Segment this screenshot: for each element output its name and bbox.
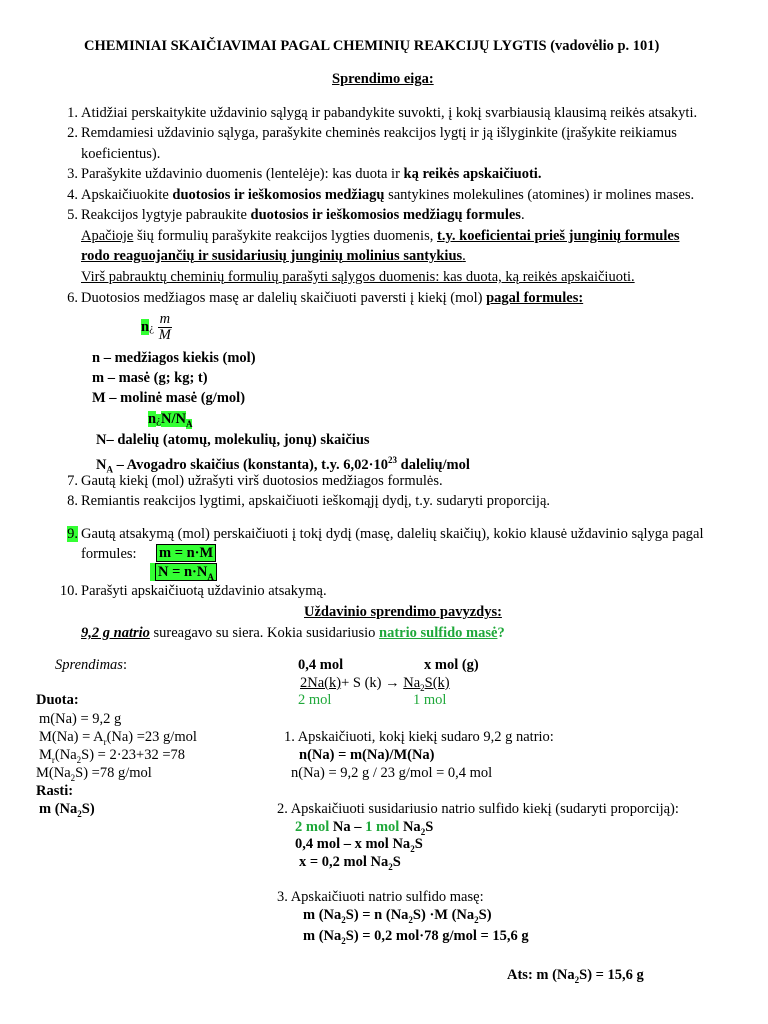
given-1: m(Na) = 9,2 g bbox=[39, 711, 122, 727]
step-6-text: Duotosios medžiagos masę ar dalelių skaičiuoti paversti į kiekį (mol) bbox=[81, 290, 487, 306]
solution-label bbox=[55, 656, 127, 674]
eq-product-sub: 2 bbox=[420, 682, 425, 693]
calc-3b1: m (Na bbox=[303, 928, 342, 944]
given-2a: M(Na) = A bbox=[39, 729, 104, 745]
step-8: Remiantis reakcijos lygtimi, apskaičiuoti ieškomąjį dydį, t.y. sudaryti proporciją. bbox=[81, 493, 551, 509]
given-label: Duota: bbox=[36, 692, 79, 708]
step-number: 7. bbox=[67, 473, 78, 489]
step-number bbox=[56, 525, 78, 543]
problem-given: 9,2 g natrio bbox=[81, 625, 150, 641]
step-4 bbox=[81, 186, 694, 204]
step-5-bold-underlined: t.y. koeficientai prieš junginių formules bbox=[436, 228, 680, 244]
step-4-bold: duotosios ir ieškomosios medžiagų bbox=[172, 187, 385, 203]
given-2sub: r bbox=[103, 736, 107, 747]
box-m-nM: m = n·M bbox=[156, 544, 216, 562]
step-9-line2: formules: bbox=[81, 546, 137, 562]
step-number: 10. bbox=[59, 583, 78, 599]
calc-3-formula bbox=[303, 906, 492, 929]
formula-sub-A: A bbox=[185, 418, 193, 429]
problem-asked: natrio sulfido masė bbox=[379, 625, 498, 641]
box-N-nNA-sub: A bbox=[207, 571, 214, 582]
eq-bottom-2: 1 mol bbox=[413, 692, 447, 708]
find-1 bbox=[39, 800, 95, 823]
step-5-text: Reakcijos lygtyje pabraukite bbox=[81, 207, 251, 223]
calc-3a1: m (Na bbox=[303, 907, 342, 923]
step-3-text: Parašykite uždavinio duomenis (lentelėje): kas duota ir bbox=[81, 166, 404, 182]
answer bbox=[507, 966, 644, 989]
calc-2-1mol: 1 mol bbox=[365, 819, 400, 835]
calc-2-line2sub: 2 bbox=[410, 843, 415, 854]
sprendimas-colon: : bbox=[122, 657, 127, 673]
step-9-line1: Gautą atsakymą (mol) perskaičiuoti į tokį dydį (masę, dalelių skaičių), kokio klausė uždavinio sąlyga pagal bbox=[81, 526, 704, 542]
calc-3b2: S) = 0,2 mol·78 g/mol = 15,6 g bbox=[345, 928, 529, 944]
answer-b: S) = 15,6 g bbox=[579, 967, 644, 983]
answer-sub: 2 bbox=[574, 974, 580, 985]
calc-3a3: S) ·M (Na bbox=[412, 907, 475, 923]
step-number: 1. bbox=[67, 105, 78, 121]
def-NA-N: N bbox=[96, 456, 107, 473]
given-3b: (Na bbox=[54, 747, 77, 763]
eq-product-b: S(k) bbox=[424, 675, 450, 691]
given-4b: S) =78 g/mol bbox=[75, 765, 152, 781]
calc-3-title: 3. Apskaičiuoti natrio sulfido masę: bbox=[277, 889, 484, 905]
formula-n-label: n bbox=[141, 319, 150, 335]
given-3a: M bbox=[39, 747, 52, 763]
calc-3a1sub: 2 bbox=[341, 914, 346, 925]
calc-1-title: 1. Apskaičiuoti, kokį kiekį sudaro 9,2 g natrio: bbox=[284, 729, 554, 745]
calc-1-result: n(Na) = 9,2 g / 23 g/mol = 0,4 mol bbox=[291, 765, 493, 781]
step-3-bold: ką reikės apskaičiuoti. bbox=[403, 166, 542, 182]
def-NA-text: – Avogadro skaičius (konstanta), t.y. 6,02·10 bbox=[112, 456, 388, 473]
calc-2-sub: 2 bbox=[420, 826, 426, 837]
step-5-dot2: . bbox=[462, 248, 466, 264]
formula-n2-label: n bbox=[148, 411, 157, 427]
def-NA-unit: dalelių/mol bbox=[397, 456, 470, 473]
given-3c: S) = 2·23+32 =78 bbox=[81, 747, 186, 763]
formula-fraction bbox=[158, 312, 172, 343]
step-10: Parašyti apskaičiuotą uždavinio atsakymą. bbox=[81, 583, 327, 599]
def-m: m – masė (g; kg; t) bbox=[92, 370, 208, 386]
step-4-text: Apskaičiuokite bbox=[81, 187, 173, 203]
calc-2-title: 2. Apskaičiuoti susidariusio natrio sulfido kiekį (sudaryti proporciją): bbox=[277, 801, 679, 817]
given-4a: M(Na bbox=[36, 765, 71, 781]
calc-3a2: S) = n (Na bbox=[345, 907, 409, 923]
eq-top-unknown: x mol (g) bbox=[424, 657, 479, 673]
formula-n-m-M bbox=[141, 310, 172, 345]
calc-2-line3 bbox=[299, 853, 401, 876]
step-6 bbox=[81, 289, 583, 307]
box-N-nNA bbox=[155, 563, 217, 581]
step-5-line4: Virš pabrauktų cheminių formulių parašyti sąlygos duomenis: kas duota, ką reikės apskaičiuoti. bbox=[81, 269, 635, 285]
find-label: Rasti: bbox=[36, 783, 74, 799]
example-heading: Uždavinio sprendimo pavyzdys: bbox=[304, 604, 502, 620]
step-3 bbox=[81, 165, 541, 183]
calc-2-line2b: S bbox=[414, 836, 423, 852]
answer-a: Ats: m (Na bbox=[507, 967, 575, 983]
subtitle: Sprendimo eiga: bbox=[332, 71, 434, 87]
calc-3b1sub: 2 bbox=[341, 935, 346, 946]
given-3sub: r bbox=[51, 754, 55, 765]
calc-2-s: S bbox=[425, 819, 434, 835]
step-number: 8. bbox=[67, 493, 78, 509]
step-number: 2. bbox=[67, 125, 78, 141]
formula-n-N-NA bbox=[148, 410, 192, 433]
calc-3a4: S) bbox=[478, 907, 492, 923]
fraction-numerator: m bbox=[159, 311, 171, 328]
calc-3-result bbox=[303, 927, 529, 950]
step-number: 3. bbox=[67, 166, 78, 182]
problem-text: sureagavo su siera. Kokia susidariusio bbox=[149, 625, 380, 641]
sprendimas-word: Sprendimas bbox=[55, 657, 123, 673]
formula-symbol2: ¿ bbox=[156, 414, 161, 426]
fraction-denominator: M bbox=[158, 327, 171, 344]
eq-middle: + S (k) → bbox=[341, 675, 404, 691]
calc-2-line2a: 0,4 mol – x mol Na bbox=[295, 836, 411, 852]
find-1a: m (Na bbox=[39, 801, 78, 817]
calc-3a2sub: 2 bbox=[408, 914, 413, 925]
calc-2-na2: Na bbox=[399, 819, 421, 835]
given-2b: (Na) =23 g/mol bbox=[106, 729, 197, 745]
step-6-bold: pagal formules: bbox=[486, 290, 584, 306]
step-number: 4. bbox=[67, 187, 78, 203]
find-1sub: 2 bbox=[77, 808, 82, 819]
step-5-underlined: Apačioje bbox=[81, 228, 134, 244]
step-5-line1 bbox=[81, 206, 525, 224]
step-5-line3 bbox=[81, 247, 466, 265]
step-5-line2 bbox=[81, 227, 679, 245]
eq-product bbox=[403, 675, 449, 691]
calc-2-line3a: x = 0,2 mol Na bbox=[299, 854, 389, 870]
formula-N-NA: N/N bbox=[160, 411, 186, 427]
formula-symbol: ¿ bbox=[149, 322, 154, 334]
eq-top-given: 0,4 mol bbox=[298, 657, 344, 673]
def-M: M – molinė masė (g/mol) bbox=[92, 390, 246, 406]
eq-reactant: 2Na(k) bbox=[300, 675, 342, 691]
eq-product-a: Na bbox=[403, 675, 421, 691]
step-number: 6. bbox=[67, 290, 78, 306]
step-5-bold: duotosios ir ieškomosios medžiagų formules bbox=[250, 207, 521, 223]
given-3sub2: 2 bbox=[76, 754, 82, 765]
formula-box-mass bbox=[156, 544, 216, 562]
step-7: Gautą kiekį (mol) užrašyti virš duotosios medžiagos formulės. bbox=[81, 473, 443, 489]
calc-2-line3b: S bbox=[392, 854, 401, 870]
calc-2-line3sub: 2 bbox=[388, 861, 393, 872]
def-N: N– dalelių (atomų, molekulių, jonų) skaičius bbox=[96, 432, 370, 448]
calc-2-2mol: 2 mol bbox=[295, 819, 330, 835]
step-2-line2: koeficientus). bbox=[81, 146, 161, 162]
step-number: 5. bbox=[67, 207, 78, 223]
def-n: n – medžiagos kiekis (mol) bbox=[92, 350, 256, 366]
calc-2-na: Na – bbox=[329, 819, 366, 835]
calc-1-formula: n(Na) = m(Na)/M(Na) bbox=[299, 747, 435, 763]
page-title: CHEMINIAI SKAIČIAVIMAI PAGAL CHEMINIŲ REAKCIJŲ LYGTIS (vadovėlio p. 101) bbox=[84, 38, 660, 54]
step-5-dot: . bbox=[520, 207, 525, 223]
example-problem bbox=[81, 624, 505, 642]
given-4sub: 2 bbox=[70, 772, 76, 783]
box-N-nNA-text: N = n·N bbox=[158, 564, 208, 580]
def-NA-exp: 23 bbox=[388, 455, 397, 465]
step-1: Atidžiai perskaitykite uždavinio sąlygą ir pabandykite suvokti, į kokį svarbiausią klausimą reikės atsakyti. bbox=[81, 105, 698, 121]
step-4-tail: santykines molekulines (atomines) ir molines mases. bbox=[384, 187, 695, 203]
find-1b: S) bbox=[81, 801, 95, 817]
def-NA-sub: A bbox=[106, 464, 113, 475]
step-9-number: 9. bbox=[67, 526, 78, 542]
step-2-line1: Remdamiesi uždavinio sąlyga, parašykite cheminės reakcijos lygtį ir ją išlyginkite (įrašykite reikiamus bbox=[81, 125, 677, 141]
step-5-bold-line3: rodo reaguojančių ir susidariusių junginių molinius santykius bbox=[81, 248, 463, 264]
step-5-text2: šių formulių parašykite reakcijos lygties duomenis, bbox=[133, 228, 437, 244]
eq-bottom-1: 2 mol bbox=[298, 692, 332, 708]
calc-3a3sub: 2 bbox=[474, 914, 479, 925]
problem-question-mark: ? bbox=[497, 625, 505, 641]
